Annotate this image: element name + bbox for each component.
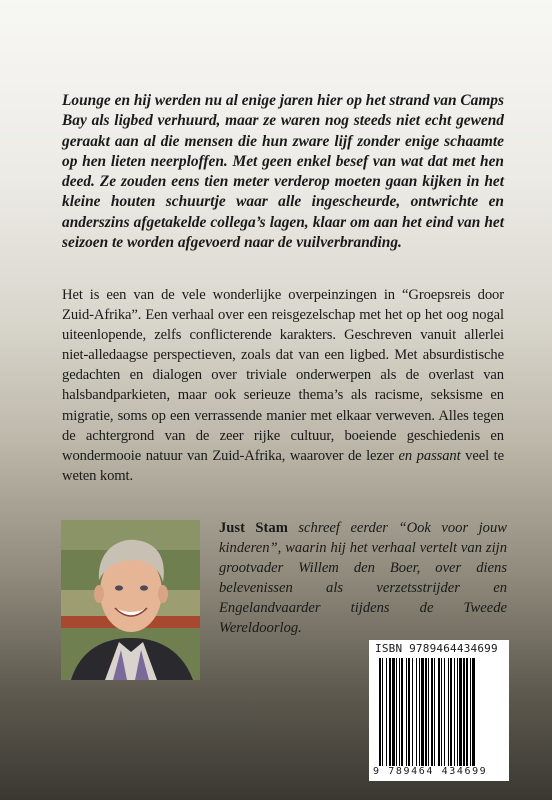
author-name: Just Stam	[219, 520, 288, 536]
barcode-bar	[406, 658, 407, 766]
barcode-digits: 9 789464 434699	[373, 766, 488, 777]
barcode-bar	[412, 658, 413, 766]
barcode-bar	[399, 658, 400, 766]
barcode-bar	[431, 658, 433, 766]
barcode-bar	[421, 658, 424, 766]
barcode-bar	[419, 658, 420, 766]
barcode-bar	[438, 658, 440, 766]
back-cover-blurb: Lounge en hij werden nu al enige jaren hier op het strand van Camps Bay als ligbed verhuurd, maar ze waren nog steeds niet echt gewend geraakt aan al die mensen die hun zware lijf zonder enige schaamte op hen lieten neerploffen. Met geen enkel besef van wat dat met hen deed. Ze zouden eens tien meter verderop moeten gaan kijken in het kleine houten schuurtje waar alle ingescheurde, ontwrichte en anderszins afgetakelde collega’s lagen, klaar om aan het eind van het seizoen te worden afgevoerd naar de vuilverbranding.	[62, 92, 504, 252]
barcode-bar	[379, 658, 381, 766]
barcode-bar	[448, 658, 449, 766]
synopsis-italic: en passant	[398, 447, 461, 464]
barcode-bar	[463, 658, 465, 766]
barcode-bar	[472, 658, 475, 766]
barcode-bar	[401, 658, 403, 766]
barcode-bar	[382, 658, 383, 766]
isbn-barcode	[369, 640, 509, 781]
barcode-bar	[434, 658, 435, 766]
author-bio-text: schreef eerder “Ook voor jouw kinderen”, waarin hij het verhaal vertelt van zijn grootvader Willem den Boer, over diens belevenissen als verzetsstrijder en Engelandvaarder tijdens de Tweede Wereldoorlog.	[219, 520, 508, 636]
barcode-bar	[408, 658, 410, 766]
barcode-bar	[454, 658, 455, 766]
barcode-bar	[416, 658, 417, 766]
synopsis-text: Het is een van de vele wonderlijke overpeinzingen in “Groepsreis door Zuid-Afrika”. Een verhaal over een reisgezelschap met het op het oog nogal uiteenlopende, zelfs conflicterende karakters. Geschreven vanuit allerlei niet-alledaagse perspectieven, zoals dat van een ligbed. Met absurdistische gedachten en dialogen over triviale onderwerpen als de overlast van halsbandparkieten, maar ook serieuze thema’s als racisme, seksisme en migratie, soms op een verrassende manier met elkaar verweven. Alles tegen de achtergrond van de zeer rijke cultuur, boeiende geschiedenis en wondermooie natuur van Zuid-Afrika, waarover de lezer	[62, 287, 504, 464]
synopsis-text-end: veel te weten komt.	[62, 447, 504, 484]
author-bio	[219, 518, 507, 638]
isbn-label: ISBN 9789464434699	[375, 642, 498, 655]
synopsis	[62, 285, 504, 486]
barcode-bar	[396, 658, 397, 766]
author-photo	[61, 520, 200, 680]
barcode-bar	[389, 658, 391, 766]
barcode-bars	[379, 658, 501, 766]
barcode-bar	[386, 658, 387, 766]
barcode-bar	[459, 658, 462, 766]
barcode-bar	[470, 658, 471, 766]
barcode-bar	[444, 658, 445, 766]
barcode-bar	[392, 658, 395, 766]
barcode-bar	[466, 658, 468, 766]
barcode-bar	[441, 658, 442, 766]
author-portrait-image	[61, 520, 200, 680]
barcode-bar	[450, 658, 452, 766]
barcode-bar	[457, 658, 458, 766]
barcode-bar	[428, 658, 429, 766]
barcode-bar	[425, 658, 427, 766]
